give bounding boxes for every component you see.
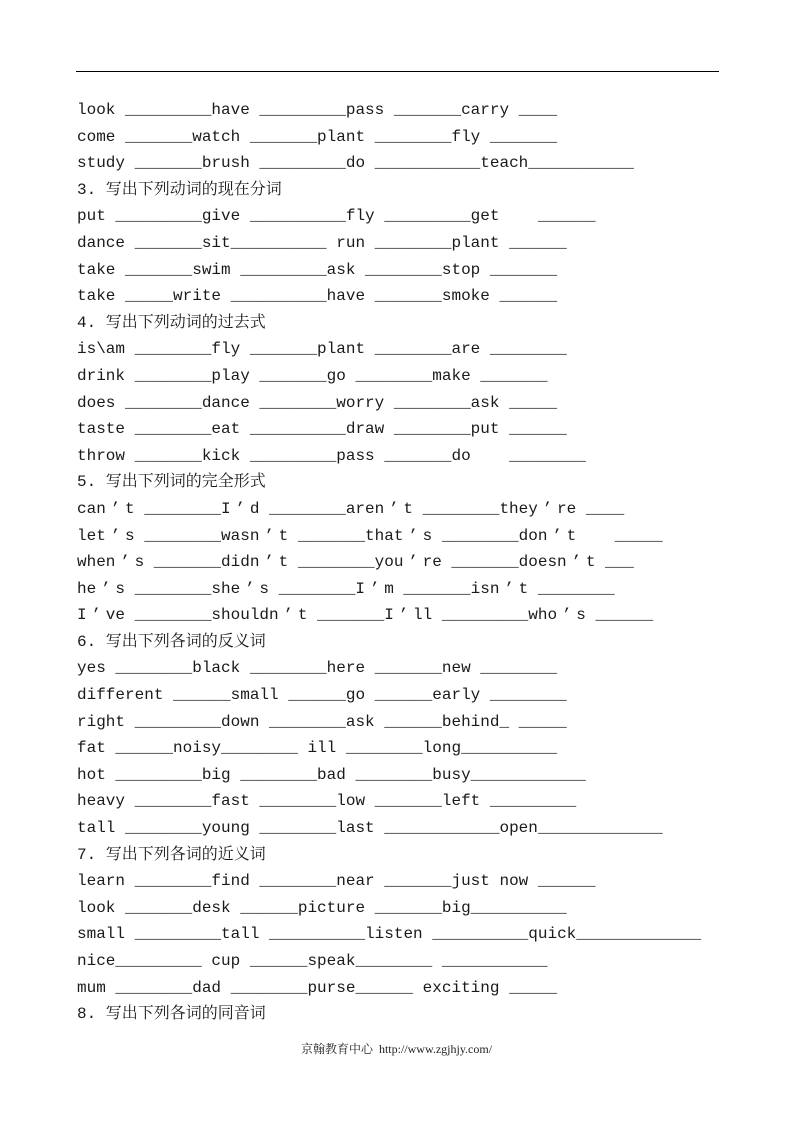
apostrophe: ’: [561, 606, 572, 625]
apostrophe: ’: [91, 606, 101, 625]
exercise-line: he ’ s ________she ’ s ________I ’ m _______isn ’ t ________: [77, 576, 757, 603]
exercise-line: small _________tall __________listen __________quick_____________: [77, 925, 702, 944]
apostrophe: ’: [369, 579, 380, 598]
exercise-line: mum ________dad ________purse______ exciting _____: [77, 978, 558, 997]
exercise-line: let ’ s ________wasn ’ t _______that ’ s ________don ’ t _____: [77, 523, 757, 550]
exercise-line: tall ________young ________last ____________open_____________: [77, 819, 663, 838]
exercise-line: taste ________eat __________draw ________put ______: [77, 420, 567, 439]
apostrophe: ’: [542, 499, 553, 518]
exercise-line: heavy ________fast ________low _______left _________: [77, 792, 577, 811]
apostrophe: ’: [245, 579, 255, 598]
apostrophe: ’: [283, 606, 294, 625]
footer-url-link[interactable]: http://www.zgjhjy.com/: [378, 1042, 493, 1056]
exercise-line: dance _______sit__________ run ________plant ______: [77, 233, 567, 252]
section-heading-8: 8. 写出下列各词的同音词: [77, 1005, 266, 1024]
section-heading-4: 4. 写出下列动词的过去式: [77, 313, 266, 332]
exercise-line: throw _______kick _________pass _______do ________: [77, 446, 586, 465]
apostrophe: ’: [408, 553, 418, 572]
exercise-line: yes ________black ________here _______new ________: [77, 659, 558, 678]
exercise-line: drink ________play _______go ________make _______: [77, 366, 548, 385]
header-rule: [76, 71, 719, 72]
exercise-line: learn ________find ________near _______just now ______: [77, 872, 596, 891]
apostrophe: ’: [571, 553, 582, 572]
apostrophe: ’: [398, 606, 409, 625]
apostrophe: ’: [110, 499, 121, 518]
exercise-line: take _______swim _________ask ________stop _______: [77, 260, 558, 279]
worksheet-content: [77, 97, 757, 1028]
exercise-line: different ______small ______go ______early ________: [77, 686, 567, 705]
page-footer: [0, 1040, 793, 1057]
exercise-line: is\am ________fly _______plant ________are ________: [77, 340, 567, 359]
section-heading-3: 3. 写出下列动词的现在分词: [77, 180, 282, 199]
section-heading-5: 5. 写出下列词的完全形式: [77, 473, 266, 492]
exercise-line: take _____write __________have _______smoke ______: [77, 287, 558, 306]
section-heading-6: 6. 写出下列各词的反义词: [77, 632, 266, 651]
exercise-line: look _________have _________pass _______carry ____: [77, 101, 558, 119]
section-heading-7: 7. 写出下列各词的近义词: [77, 845, 266, 864]
exercise-line: right _________down ________ask ______behind_ _____: [77, 712, 567, 731]
exercise-line: fat ______noisy________ ill ________long__________: [77, 739, 558, 758]
exercise-line: put _________give __________fly _________get ______: [77, 207, 596, 226]
exercise-line: hot _________big ________bad ________busy____________: [77, 765, 586, 784]
apostrophe: ’: [100, 579, 111, 598]
exercise-line: can ’ t ________I ’ d ________aren ’ t ________they ’ re ____: [77, 496, 757, 523]
exercise-line: I ’ ve ________shouldn ’ t _______I ’ ll _________who ’ s ______: [77, 602, 757, 629]
apostrophe: ’: [504, 579, 514, 598]
apostrophe: ’: [264, 553, 274, 572]
apostrophe: ’: [264, 526, 274, 545]
exercise-line: study _______brush _________do ___________teach___________: [77, 154, 634, 173]
exercise-line: when ’ s _______didn ’ t ________you ’ re _______doesn ’ t ___: [77, 549, 757, 576]
footer-org: 京翰教育中心: [300, 1042, 373, 1056]
exercise-line: does ________dance ________worry ________ask _____: [77, 393, 558, 412]
exercise-line: nice_________ cup ______speak________ ___________: [77, 952, 548, 970]
apostrophe: ’: [552, 526, 562, 545]
exercise-line: come _______watch _______plant ________fly _______: [77, 127, 558, 146]
apostrophe: ’: [235, 499, 246, 518]
apostrophe: ’: [120, 553, 130, 572]
apostrophe: ’: [110, 526, 121, 545]
apostrophe: ’: [389, 499, 399, 518]
apostrophe: ’: [408, 526, 418, 545]
exercise-line: look _______desk ______picture _______big__________: [77, 898, 567, 917]
